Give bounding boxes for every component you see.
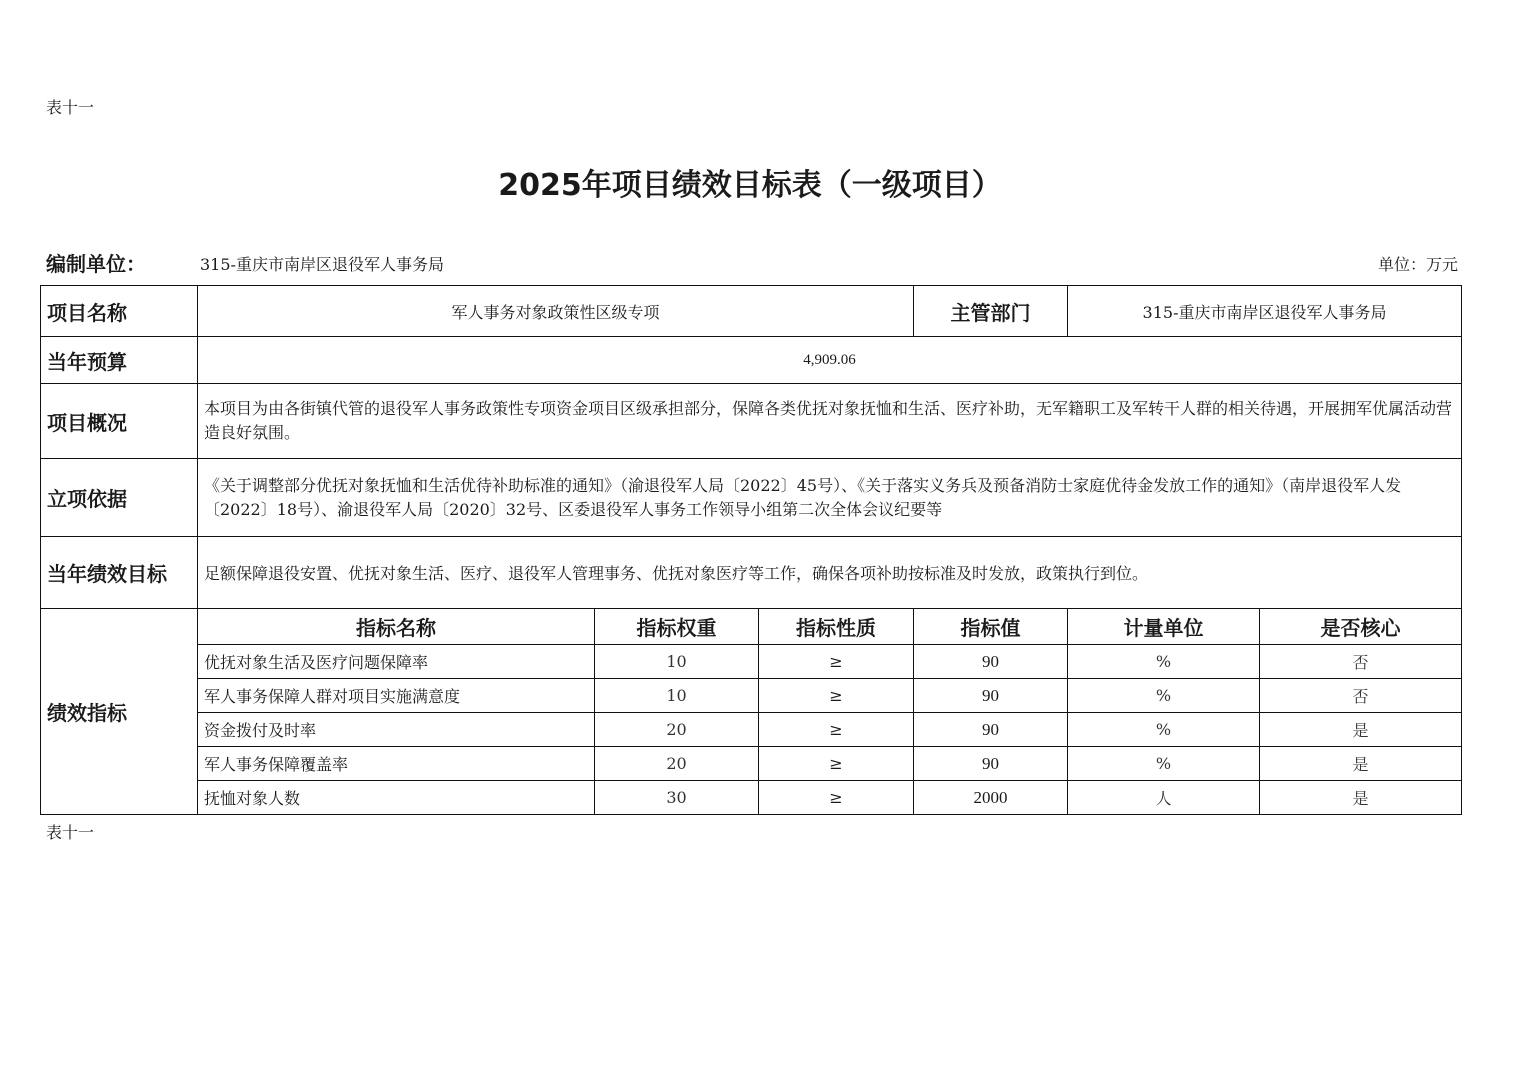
indicator-core: 否 bbox=[1260, 645, 1462, 679]
budget-label: 当年预算 bbox=[41, 337, 198, 384]
indicator-value: 90 bbox=[914, 713, 1068, 747]
performance-table bbox=[40, 285, 1462, 815]
indicator-name: 资金拨付及时率 bbox=[198, 713, 595, 747]
indicator-name: 军人事务保障人群对项目实施满意度 bbox=[198, 679, 595, 713]
indicator-weight: 20 bbox=[595, 713, 759, 747]
goal-row bbox=[41, 537, 1462, 609]
basis-label: 立项依据 bbox=[41, 459, 198, 537]
header-indicator-nature: 指标性质 bbox=[759, 609, 914, 645]
table-label-top: 表十一 bbox=[46, 98, 95, 117]
table-row bbox=[41, 713, 1462, 747]
indicator-core: 是 bbox=[1260, 713, 1462, 747]
header-indicator-value: 指标值 bbox=[914, 609, 1068, 645]
goal-label: 当年绩效目标 bbox=[41, 537, 198, 609]
table-label-bottom: 表十一 bbox=[46, 823, 95, 842]
header-indicator-weight: 指标权重 bbox=[595, 609, 759, 645]
dept-label: 主管部门 bbox=[914, 286, 1068, 337]
indicator-value: 90 bbox=[914, 679, 1068, 713]
budget-value: 4,909.06 bbox=[198, 337, 1462, 384]
project-name-value: 军人事务对象政策性区级专项 bbox=[198, 286, 914, 337]
indicator-core: 是 bbox=[1260, 747, 1462, 781]
indicator-nature: ≥ bbox=[759, 747, 914, 781]
currency-unit: 单位：万元 bbox=[1377, 255, 1458, 274]
basis-text: 《关于调整部分优抚对象抚恤和生活优待补助标准的通知》（渝退役军人局〔2022〕45号）、《关于落实义务兵及预备消防士家庭优待金发放工作的通知》（南岸退役军人发〔2022〕18号）、渝退役军人局〔2020〕32号、区委退役军人事务工作领导小组第二次全体会议纪要等 bbox=[198, 459, 1462, 537]
indicator-unit: % bbox=[1068, 679, 1260, 713]
indicator-name: 优抚对象生活及医疗问题保障率 bbox=[198, 645, 595, 679]
header-is-core: 是否核心 bbox=[1260, 609, 1462, 645]
overview-row bbox=[41, 384, 1462, 459]
indicator-value: 90 bbox=[914, 747, 1068, 781]
indicator-name: 军人事务保障覆盖率 bbox=[198, 747, 595, 781]
overview-label: 项目概况 bbox=[41, 384, 198, 459]
indicator-unit: 人 bbox=[1068, 781, 1260, 815]
compiling-unit-value: 315-重庆市南岸区退役军人事务局 bbox=[200, 255, 444, 274]
indicator-weight: 20 bbox=[595, 747, 759, 781]
basis-row bbox=[41, 459, 1462, 537]
overview-text: 本项目为由各街镇代管的退役军人事务政策性专项资金项目区级承担部分，保障各类优抚对象抚恤和生活、医疗补助，无军籍职工及军转干人群的相关待遇，开展拥军优属活动营造良好氛围。 bbox=[198, 384, 1462, 459]
table-row bbox=[41, 645, 1462, 679]
indicator-nature: ≥ bbox=[759, 781, 914, 815]
goal-text: 足额保障退役安置、优抚对象生活、医疗、退役军人管理事务、优抚对象医疗等工作，确保各项补助按标准及时发放，政策执行到位。 bbox=[198, 537, 1462, 609]
table-row bbox=[41, 781, 1462, 815]
header-measure-unit: 计量单位 bbox=[1068, 609, 1260, 645]
header-indicator-name: 指标名称 bbox=[198, 609, 595, 645]
indicator-weight: 30 bbox=[595, 781, 759, 815]
project-name-row bbox=[41, 286, 1462, 337]
dept-value: 315-重庆市南岸区退役军人事务局 bbox=[1068, 286, 1462, 337]
indicator-nature: ≥ bbox=[759, 645, 914, 679]
indicator-core: 是 bbox=[1260, 781, 1462, 815]
indicator-nature: ≥ bbox=[759, 679, 914, 713]
compiling-unit-label: 编制单位： bbox=[46, 252, 146, 276]
indicators-section-label: 绩效指标 bbox=[41, 609, 198, 815]
indicator-value: 2000 bbox=[914, 781, 1068, 815]
indicator-value: 90 bbox=[914, 645, 1068, 679]
table-row bbox=[41, 747, 1462, 781]
indicator-unit: % bbox=[1068, 747, 1260, 781]
table-row bbox=[41, 679, 1462, 713]
indicator-weight: 10 bbox=[595, 645, 759, 679]
indicator-header-row bbox=[41, 609, 1462, 645]
indicator-unit: % bbox=[1068, 713, 1260, 747]
indicator-nature: ≥ bbox=[759, 713, 914, 747]
indicator-weight: 10 bbox=[595, 679, 759, 713]
project-name-label: 项目名称 bbox=[41, 286, 198, 337]
document-title: 2025年项目绩效目标表（一级项目） bbox=[498, 168, 1002, 203]
indicator-unit: % bbox=[1068, 645, 1260, 679]
budget-row bbox=[41, 337, 1462, 384]
indicator-core: 否 bbox=[1260, 679, 1462, 713]
indicator-name: 抚恤对象人数 bbox=[198, 781, 595, 815]
